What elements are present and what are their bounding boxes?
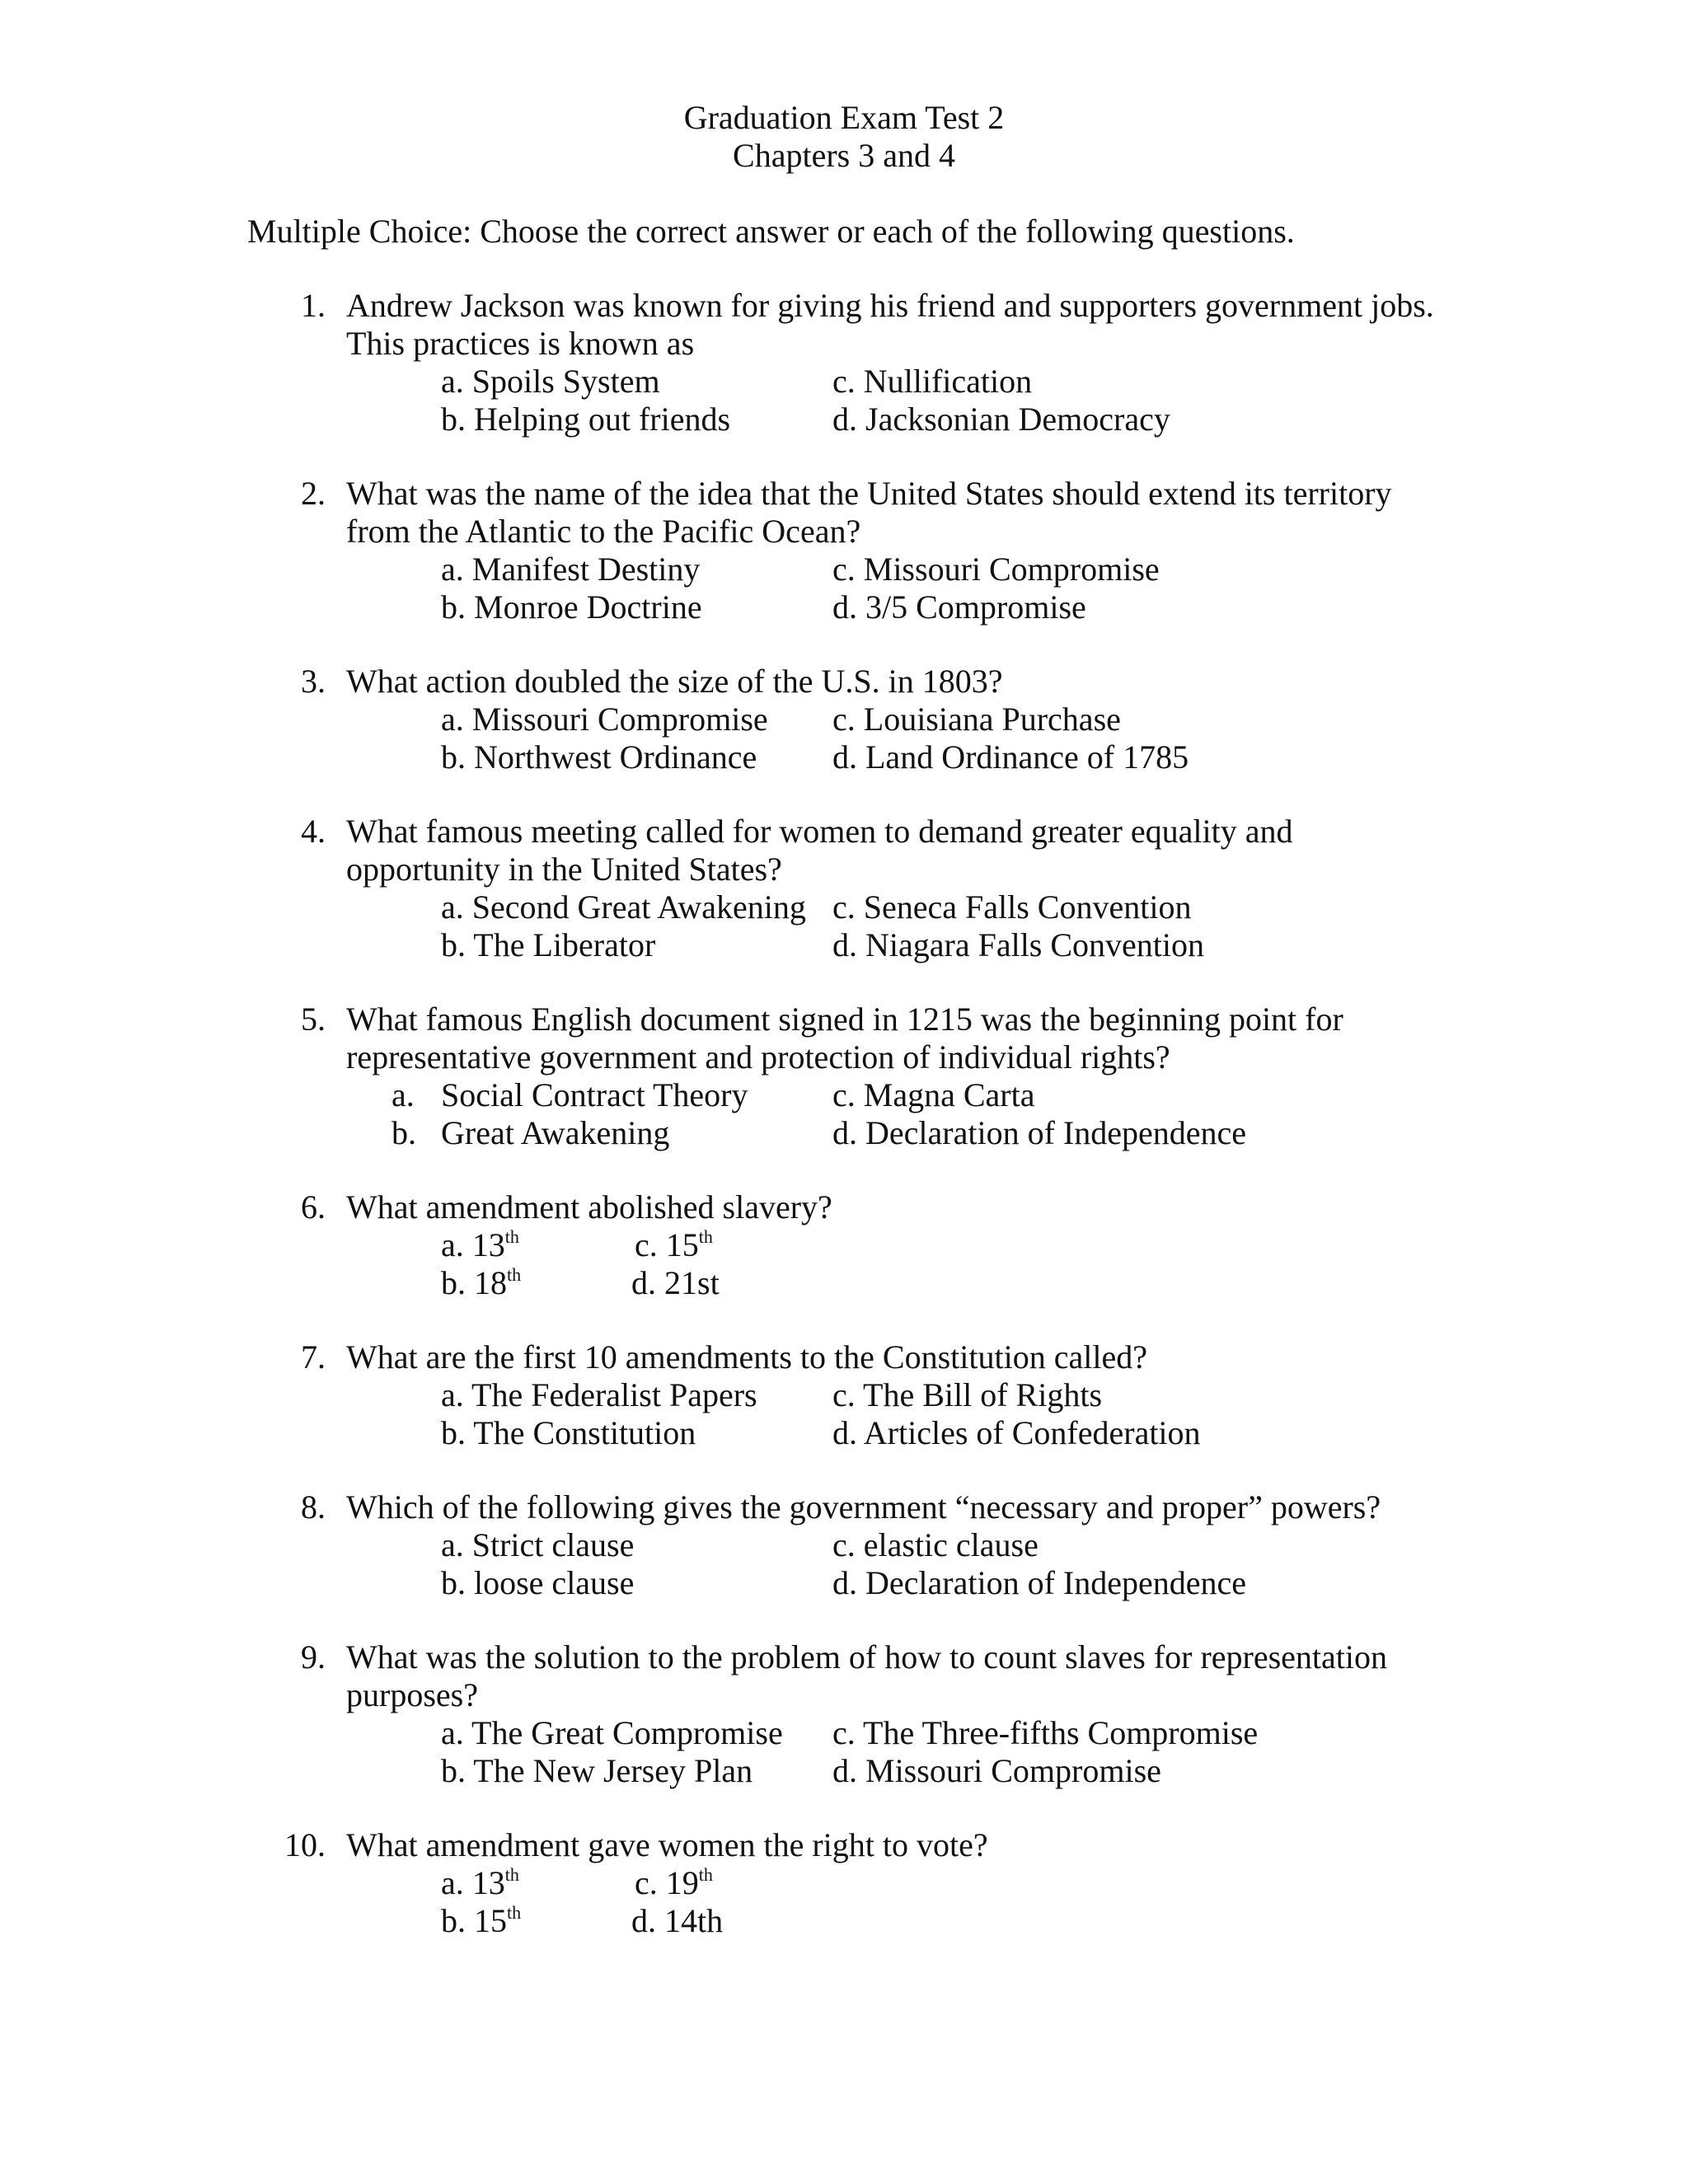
question-text-line: purposes? [346,1676,478,1713]
option-d: d. Missouri Compromise [832,1752,1161,1789]
option-b-text: b. 18 [441,1264,507,1301]
question-text-line: What amendment abolished slavery? [346,1188,832,1226]
option-b-text: b. 15 [441,1902,507,1939]
option-c: c. Louisiana Purchase [832,701,1121,738]
question-text-line: What was the solution to the problem of how to count slaves for representation [346,1638,1388,1675]
question-number: 8. [301,1488,326,1526]
question-text-line: What action doubled the size of the U.S. in 1803? [346,663,1003,700]
option-d: d. Declaration of Independence [832,1564,1246,1601]
option-b: Great Awakening [441,1114,670,1151]
option-d: d. 21st [631,1264,720,1301]
question-number: 6. [301,1188,326,1226]
option-d: d. Declaration of Independence [832,1114,1246,1151]
page-title: Graduation Exam Test 2 [683,99,1005,136]
option-a: a. The Great Compromise [441,1714,783,1751]
option-a-suffix: th [504,1226,519,1247]
option-c-suffix: th [698,1864,713,1885]
option-b: b. Northwest Ordinance [441,738,757,776]
option-c-suffix: th [698,1226,713,1247]
option-b [441,1902,521,1940]
option-a: a. Strict clause [441,1526,635,1563]
question-number: 3. [301,663,326,700]
question-text-line: What was the name of the idea that the United States should extend its territory [346,475,1392,512]
question-number: 1. [301,287,326,324]
option-b: b. The Liberator [441,926,656,963]
option-c: c. The Bill of Rights [832,1376,1103,1413]
instructions: Multiple Choice: Choose the correct answer or each of the following questions. [247,213,1295,250]
question-text-line: What are the first 10 amendments to the Constitution called? [346,1338,1147,1376]
option-b: b. loose clause [441,1564,635,1601]
option-a: Social Contract Theory [441,1076,748,1113]
option-a-text: a. 13 [441,1226,505,1263]
question-number: 9. [301,1638,326,1675]
option-c-text: c. 15 [635,1226,699,1263]
option-c: c. Missouri Compromise [832,551,1160,588]
option-b-suffix: th [507,1902,522,1923]
question-number: 2. [301,475,326,512]
option-c-text: c. 19 [635,1864,699,1901]
question-text-line: from the Atlantic to the Pacific Ocean? [346,513,861,550]
option-a-text: a. 13 [441,1864,505,1901]
option-c: c. elastic clause [832,1526,1039,1563]
option-d: d. Articles of Confederation [832,1414,1201,1451]
option-a: a. The Federalist Papers [441,1376,757,1413]
question-text-line: What amendment gave women the right to vote? [346,1826,988,1863]
option-b: b. Monroe Doctrine [441,588,702,626]
option-a: a. Second Great Awakening [441,888,806,926]
option-d: d. 14th [631,1902,724,1939]
option-a: a. Missouri Compromise [441,701,768,738]
question-number: 4. [301,813,326,850]
option-d: d. Niagara Falls Convention [832,926,1205,963]
option-b: b. Helping out friends [441,401,731,438]
question-number: 10. [284,1826,326,1863]
option-a-suffix: th [504,1864,519,1885]
option-b: b. The Constitution [441,1414,696,1451]
question-text-line: opportunity in the United States? [346,851,782,888]
option-b-letter: b. [392,1114,416,1151]
question-text-line: What famous English document signed in 1215 was the beginning point for [346,1001,1343,1038]
option-d: d. Land Ordinance of 1785 [832,738,1189,776]
page-subtitle: Chapters 3 and 4 [733,137,955,174]
option-b-suffix: th [507,1264,522,1285]
option-c [635,1226,713,1264]
option-c: c. Magna Carta [832,1076,1035,1113]
option-a [441,1226,519,1264]
option-c: c. The Three-fifths Compromise [832,1714,1259,1751]
option-a-letter: a. [392,1076,415,1113]
option-c [635,1864,713,1902]
option-a: a. Spoils System [441,363,660,400]
option-c: c. Nullification [832,363,1033,400]
question-text-line: Which of the following gives the government “necessary and proper” powers? [346,1488,1381,1526]
question-number: 5. [301,1001,326,1038]
option-b: b. The New Jersey Plan [441,1752,753,1789]
question-number: 7. [301,1338,326,1376]
question-text-line: Andrew Jackson was known for giving his friend and supporters government jobs. [346,287,1434,324]
option-c: c. Seneca Falls Convention [832,888,1192,926]
option-a: a. Manifest Destiny [441,551,701,588]
question-text-line: This practices is known as [346,325,695,362]
option-d: d. 3/5 Compromise [832,588,1086,626]
option-a [441,1864,519,1902]
question-text-line: What famous meeting called for women to demand greater equality and [346,813,1293,850]
option-d: d. Jacksonian Democracy [832,401,1170,438]
question-text-line: representative government and protection of individual rights? [346,1038,1170,1076]
option-b [441,1264,521,1302]
